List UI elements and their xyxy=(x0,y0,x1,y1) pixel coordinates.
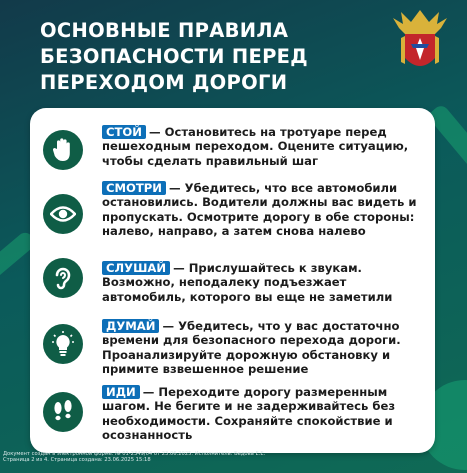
eye-icon xyxy=(50,205,76,223)
rule-think-text: — Убедитесь, что у вас достаточно времени для безопасного перехода дороги. Проанализируйте дорожную обстановку и примите взвешенное решение xyxy=(102,319,401,376)
rule-listen-keyword: СЛУШАЙ xyxy=(102,261,170,275)
rules-card xyxy=(30,108,435,453)
hand-icon xyxy=(51,137,75,163)
rule-think-keyword: ДУМАЙ xyxy=(102,319,159,333)
footer-line-2: Страница 2 из 4. Страница создана: 23.06.2025 15:18 xyxy=(3,457,151,464)
page-title: ОСНОВНЫЕ ПРАВИЛА БЕЗОПАСНОСТИ ПЕРЕД ПЕРЕХОДОМ ДОРОГИ xyxy=(40,19,308,94)
document-footer xyxy=(3,451,265,463)
rule-listen-text-block xyxy=(102,261,422,304)
rule-look-text-block xyxy=(102,181,422,238)
lightbulb-icon xyxy=(52,331,74,357)
police-emblem-icon xyxy=(391,8,449,80)
rule-listen-text: — Прислушайтесь к звукам. Возможно, неподалеку подъезжает автомобиль, которого вы еще не заметили xyxy=(102,261,393,304)
rule-go-icon-circle xyxy=(43,392,83,432)
rule-go-keyword: ИДИ xyxy=(102,385,140,399)
footprints-icon xyxy=(51,399,75,425)
footer-line-1: Документ создан в электронной форме. № 01-2349/04 от 23.06.2025. Исполнитель: Бедова Е.Е. xyxy=(3,451,266,457)
rule-look-icon-circle xyxy=(43,194,83,234)
rule-go-text: — Переходите дорогу размеренным шагом. Не бегите и не задерживайтесь без необходимости. Сохраняйте спокойствие и осознанность xyxy=(102,385,396,442)
rule-look-text: — Убедитесь, что все автомобили остановились. Водители должны вас видеть и пропускать. Осмотрите дорогу в обе стороны: налево, направо, а затем снова налево xyxy=(102,181,417,238)
rule-listen-icon-circle xyxy=(43,258,83,298)
rule-think-icon-circle xyxy=(43,324,83,364)
rule-go-text-block xyxy=(102,385,422,442)
rule-think-text-block xyxy=(102,319,422,376)
rule-stop-keyword: СТОЙ xyxy=(102,125,146,139)
rule-look-keyword: СМОТРИ xyxy=(102,181,166,195)
rule-stop-text: — Остановитесь на тротуаре перед пешеходным переходом. Оцените ситуацию, чтобы сделать правильный шаг xyxy=(102,125,409,168)
rule-stop-text-block xyxy=(102,125,422,168)
rule-stop-icon-circle xyxy=(43,130,83,170)
ear-icon xyxy=(53,265,73,291)
